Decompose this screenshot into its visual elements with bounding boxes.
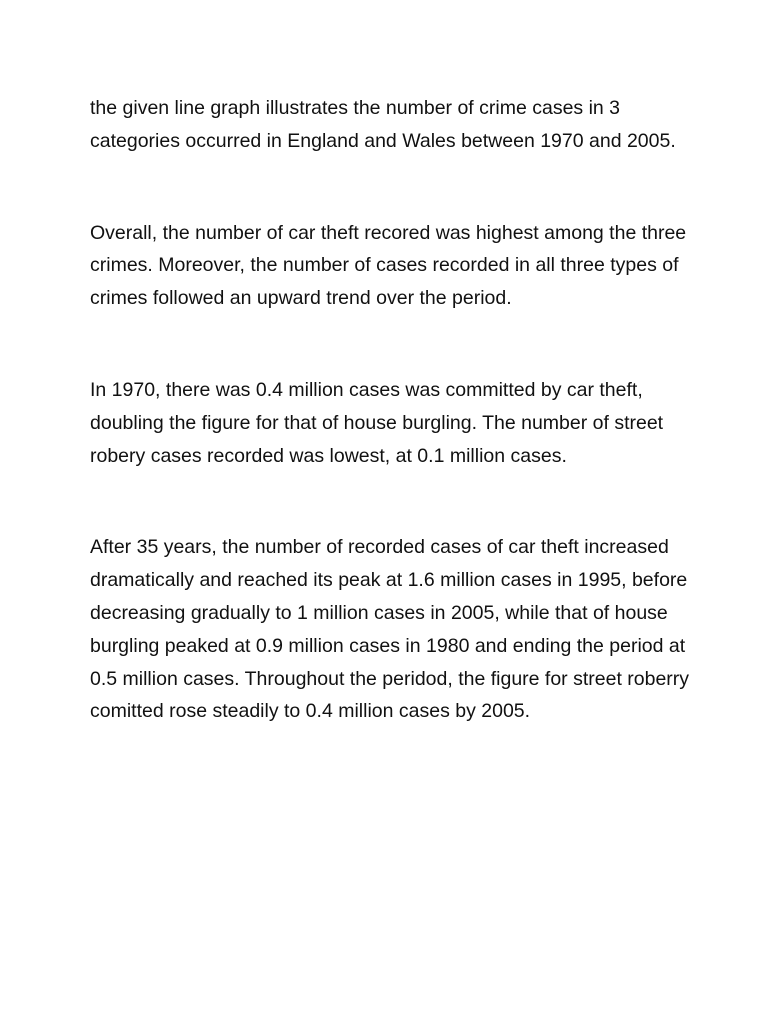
paragraph-1970-figures: In 1970, there was 0.4 million cases was committed by car theft, doubling the figure for that of house burgling. The number of street robery cases recorded was lowest, at 0.1 million cases. [90,378,664,467]
essay-body [90,92,690,728]
paragraph-overview: Overall, the number of car theft recored was highest among the three crimes. Moreover, the number of cases recorded in all three types of crimes followed an upward trend over the period. [90,221,687,310]
paragraph-introduction: the given line graph illustrates the number of crime cases in 3 categories occurred in England and Wales between 1970 and 2005. [90,97,676,152]
paragraph-trends: After 35 years, the number of recorded cases of car theft increased dramatically and reached its peak at 1.6 million cases in 1995, before decreasing gradually to 1 million cases in 2005, while that of house burgling peaked at 0.9 million cases in 1980 and ending the period at 0.5 million cases. Throughout the peridod, the figure for street roberry comitted rose steadily to 0.4 million cases by 2005. [90,536,690,723]
